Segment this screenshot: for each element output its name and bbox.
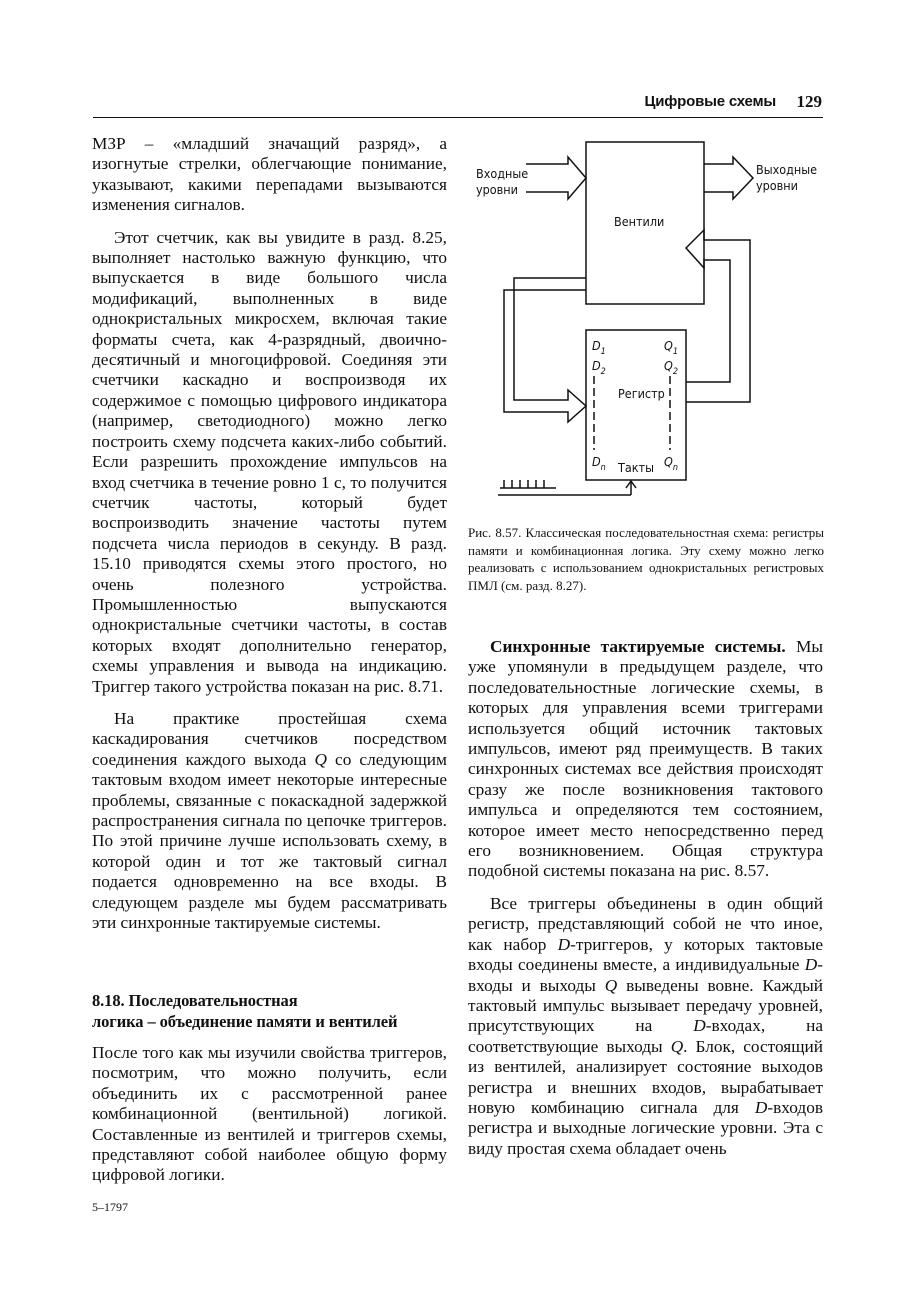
qn-label: $Q_n$ — [664, 454, 678, 473]
header-rule — [93, 117, 823, 118]
d2-label: $D_2$ — [592, 358, 606, 377]
output-label-line2: уровни — [756, 178, 798, 193]
clock-line — [636, 480, 650, 496]
paragraph: МЗР – «младший значащий разряд», а изогнутые стрелки, облегчающие понимание, указывают, какими перепадами вызываются изменения сигналов. — [92, 134, 447, 215]
input-label-line1: Входные — [476, 166, 529, 181]
input-label-line2: уровни — [476, 182, 518, 197]
d1-label: $D_1$ — [592, 338, 606, 357]
running-header-title: Цифровые схемы — [644, 93, 776, 110]
left-column — [92, 134, 447, 933]
figure-8-57 — [468, 130, 828, 510]
q1-label: $Q_1$ — [664, 338, 679, 357]
paragraph: На практике простейшая схема каскадирования счетчиков посредством соединения каждого выхода Q со следующим тактовым входом имеет некоторые интересные проблемы, связанные с покаскадной задержкой распространения сигнала по цепочке триггеров. По этой причине лучше использовать схему, в которой один и тот же тактовый сигнал подается одновременно на все входы. В следующем разделе мы будем рассматривать эти синхронные тактируемые системы. — [92, 708, 447, 933]
pulse-train — [500, 480, 556, 488]
paragraph: Этот счетчик, как вы увидите в разд. 8.25, выполняет настолько важную функцию, что выпускается в виде большого числа модификаций, выполненных в виде однокристальных микросхем, включая такие форматы счета, как 4-разрядный, двоично-десятичный и многоцифровой. Соединяя эти счетчики каскадно и воспроизводя их содержимое с помощью цифрового индикатора (например, светодиодного) можно легко построить схему подсчета каких-либо событий. Если разрешить прохождение импульсов на вход счетчика в течение ровно 1 с, то получится счетчик частоты, который будет воспроизводить значение частоты путем подсчета числа периодов в секунду. В разд. 15.10 приводятся схемы этого простого, но очень полезного устройства. Промышленностью выпускаются однокристальные счетчики частоты, в состав которых входят дополнительно генератор, схемы управления и вывода на индикацию. Триггер такого устройства показан на рис. 8.71. — [92, 227, 447, 696]
q2-label: $Q_2$ — [664, 358, 679, 377]
signature-mark: 5–1797 — [92, 1200, 128, 1214]
output-arrow — [704, 157, 753, 199]
paragraph: Все триггеры объединены в один общий регистр, представляющий собой не что иное, как набор D-триггеров, у которых тактовые входы соединены вместе, а индивидуальные D-входы и выходы Q выведены вовне. Каждый тактовый импульс вызывает передачу уровней, присутствующих на D-входах, на соответствующие выходы Q. Блок, состоящий из вентилей, анализирует состояние выходов регистра и внешних входов, вырабатывает новую комбинацию сигнала для D-входов регистра и выходные логические уровни. Эта с виду простая схема обладает очень — [468, 893, 824, 1158]
input-arrow — [526, 157, 586, 199]
paragraph-lead: Синхронные тактируемые системы. — [490, 637, 786, 656]
section-heading — [92, 990, 447, 1032]
section-body — [92, 1043, 447, 1186]
page-number: 129 — [796, 92, 822, 111]
section-number: 8.18. — [92, 991, 125, 1010]
right-column — [468, 637, 823, 1159]
output-label-line1: Выходные — [756, 162, 818, 177]
section-title-line2: логика – объединение памяти и вентилей — [92, 1012, 398, 1031]
paragraph: Синхронные тактируемые системы. Мы уже упомянули в предыдущем разделе, что последовательностные логические схемы, в которых для управления всеми триггерами используется общий источник тактовых импульсов, имеют ряд преимуществ. В таких синхронных системах все действия происходят сразу же после возникновения тактового импульса и определяются тем состоянием, которое имеет место непосредственно перед его возникновением. Общая структура подобной системы показана на рис. 8.57. — [468, 637, 823, 881]
register-label: Регистр — [618, 386, 665, 401]
gates-label: Вентили — [614, 214, 665, 229]
figure-caption: Рис. 8.57. Классическая последовательностная схема: регистры памяти и комбинационная логика. Эту схему можно легко реализовать с использованием однокристальных регистровых ПМЛ (см. разд. 8.27). — [468, 525, 824, 593]
gates-to-register-loop — [504, 278, 586, 422]
section-title-line1: Последовательностная — [128, 991, 298, 1010]
clock-label: Такты — [618, 460, 654, 475]
paragraph: После того как мы изучили свойства триггеров, посмотрим, что можно получить, если объединить их с рассмотренной ранее комбинационной (вентильной) логикой. Составленные из вентилей и триггеров схемы, представляют собой наиболее общую форму цифровой логики. — [92, 1043, 447, 1185]
dn-label: $D_n$ — [592, 454, 606, 473]
